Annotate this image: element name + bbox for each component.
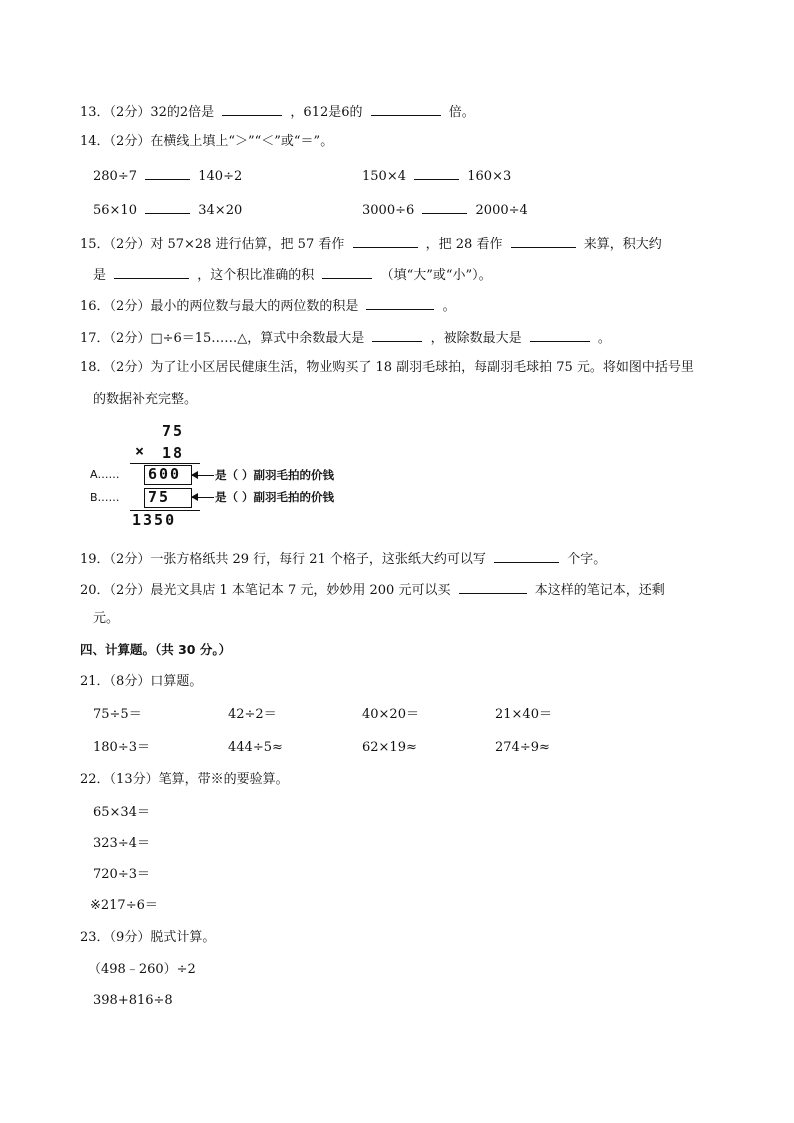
q15-line2-mid: ，这个积比准确的积 [197, 268, 315, 283]
question-20-line-2: 元。 [93, 611, 120, 626]
q15-blank-4[interactable] [322, 264, 372, 279]
q21-item-3[interactable]: 40×20＝ [362, 707, 419, 722]
q14-item-3 [93, 199, 242, 221]
q22-item-4[interactable]: ※217÷6＝ [90, 898, 158, 913]
figure-multiplier: 18 [162, 444, 185, 462]
figure-rule-1 [130, 463, 200, 464]
q14-item-3-left: 56×10 [93, 203, 137, 218]
q23-item-2[interactable]: 398+816÷8 [93, 993, 173, 1008]
question-18-line-1: 18．（2分）为了让小区居民健康生活，物业购买了 18 副羽毛球拍，每副羽毛球拍 75 元。将如图中括号里 [80, 360, 694, 375]
q23-item-1[interactable]: （498﹣260）÷2 [88, 962, 196, 977]
q16-text-tail: 。 [442, 299, 456, 314]
q22-item-1[interactable]: 65×34＝ [93, 805, 150, 820]
q17-text-tail: 。 [597, 331, 611, 346]
figure-partial-a: 600 [148, 465, 182, 483]
figure-result: 1350 [132, 511, 177, 529]
q15-line1-mid: ，把 28 看作 [425, 237, 503, 252]
q14-item-2 [362, 165, 511, 187]
figure-times-sign: × [135, 442, 147, 460]
q15-line2-tail: （填“大”或“小”）。 [380, 268, 492, 283]
q17-text-mid: ，被除数最大是 [430, 331, 522, 346]
figure-arrow-a [192, 475, 214, 476]
question-22-head: 22．（13分）笔算，带※的要验算。 [80, 772, 289, 787]
q14-item-1 [93, 165, 242, 187]
q14-item-4 [362, 199, 528, 221]
multiplication-figure [90, 420, 390, 530]
question-15-line-1 [80, 233, 662, 255]
q21-item-6[interactable]: 444÷5≈ [228, 740, 283, 755]
q14-blank-4[interactable] [422, 199, 467, 214]
question-13 [80, 101, 475, 123]
q14-item-4-right: 2000÷4 [475, 203, 528, 218]
q20-text-head: 20．（2分）晨光文具店 1 本笔记本 7 元，妙妙用 200 元可以买 [80, 583, 451, 598]
q19-text-head: 19．（2分）一张方格纸共 29 行，每行 21 个格子，这张纸大约可以写 [80, 552, 486, 567]
q13-text-head: 13．（2分）32的2倍是 [80, 105, 215, 120]
q15-line1-tail: 来算，积大约 [583, 237, 662, 252]
question-19 [80, 548, 606, 570]
q20-text-tail: 本这样的笔记本，还剩 [534, 583, 665, 598]
q15-blank-1[interactable] [353, 233, 418, 248]
question-21-head: 21．（8分）口算题。 [80, 674, 203, 689]
q14-blank-2[interactable] [414, 165, 459, 180]
question-14-head: 14．（2分）在横线上填上“＞”“＜”或“＝”。 [80, 134, 334, 149]
question-17 [80, 327, 611, 349]
figure-label-b: B…… [90, 491, 120, 504]
q15-blank-3[interactable] [114, 264, 189, 279]
q14-item-2-left: 150×4 [362, 169, 406, 184]
figure-arrow-b [192, 497, 214, 498]
question-20-line-1 [80, 579, 665, 601]
q14-item-4-left: 3000÷6 [362, 203, 415, 218]
question-23-head: 23．（9分）脱式计算。 [80, 930, 216, 945]
q17-blank-2[interactable] [530, 327, 590, 342]
figure-note-a[interactable]: 是（ ）副羽毛拍的价钱 [215, 468, 335, 482]
q21-item-2[interactable]: 42÷2＝ [228, 707, 277, 722]
q21-item-4[interactable]: 21×40＝ [495, 707, 552, 722]
question-16 [80, 295, 456, 317]
q14-blank-1[interactable] [145, 165, 190, 180]
q14-item-3-right: 34×20 [198, 203, 243, 218]
q16-text-head: 16．（2分）最小的两位数与最大的两位数的积是 [80, 299, 359, 314]
q20-blank-1[interactable] [459, 579, 527, 594]
q15-blank-2[interactable] [511, 233, 576, 248]
q13-blank-2[interactable] [371, 101, 441, 116]
q13-blank-1[interactable] [222, 101, 282, 116]
q22-item-3[interactable]: 720÷3＝ [93, 867, 150, 882]
q19-text-tail: 个字。 [567, 552, 607, 567]
figure-partial-b: 75 [148, 488, 171, 506]
figure-note-b[interactable]: 是（ ）副羽毛拍的价钱 [215, 490, 335, 504]
q15-line2-head: 是 [93, 268, 107, 283]
q21-item-7[interactable]: 62×19≈ [362, 740, 417, 755]
q21-item-1[interactable]: 75÷5＝ [93, 707, 142, 722]
q21-item-8[interactable]: 274÷9≈ [495, 740, 550, 755]
q14-item-1-left: 280÷7 [93, 169, 137, 184]
figure-label-a: A…… [90, 468, 120, 481]
q13-text-tail: 倍。 [448, 105, 475, 120]
q21-item-5[interactable]: 180÷3＝ [93, 740, 150, 755]
q15-line1-head: 15．（2分）对 57×28 进行估算，把 57 看作 [80, 237, 345, 252]
q22-item-2[interactable]: 323÷4＝ [93, 836, 150, 851]
question-15-line-2 [93, 264, 492, 286]
q17-blank-1[interactable] [372, 327, 422, 342]
q17-text-head: 17．（2分）□÷6＝15……△，算式中余数最大是 [80, 331, 365, 346]
q13-text-mid: ，612是6的 [290, 105, 363, 120]
q16-blank[interactable] [366, 295, 434, 310]
figure-top-number: 75 [162, 422, 185, 440]
q19-blank[interactable] [494, 548, 559, 563]
q14-item-2-right: 160×3 [467, 169, 512, 184]
q14-item-1-right: 140÷2 [198, 169, 243, 184]
section-4-heading: 四、计算题。（共 30 分。） [80, 642, 232, 657]
question-18-line-2: 的数据补充完整。 [93, 392, 198, 407]
q14-blank-3[interactable] [145, 199, 190, 214]
